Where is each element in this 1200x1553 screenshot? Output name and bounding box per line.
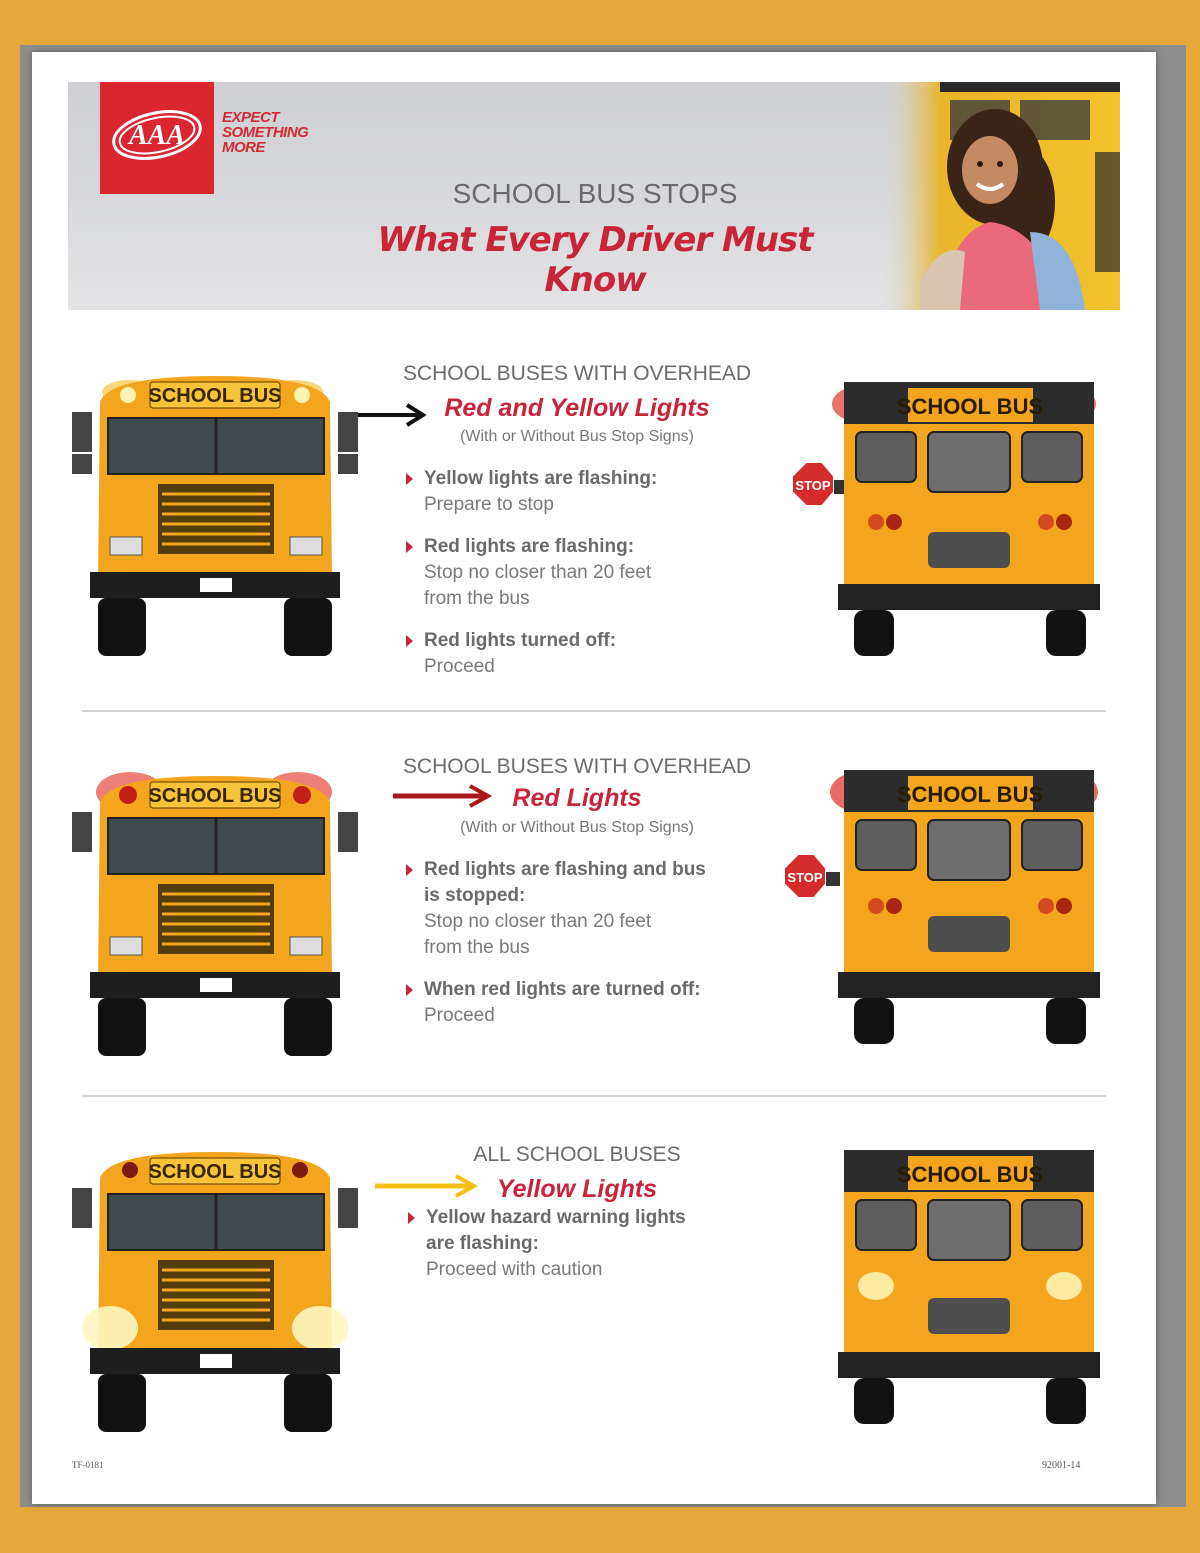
bullet-line: from the bus <box>424 588 530 609</box>
bus-label: SCHOOL BUS <box>896 782 1044 807</box>
section-divider <box>82 710 1106 712</box>
page-title: SCHOOL BUS STOPS <box>452 178 738 209</box>
section-divider <box>82 1095 1106 1097</box>
girl-with-bus-photo <box>880 82 1120 310</box>
rear-school-bus-image <box>778 1140 1108 1430</box>
aaa-logo <box>100 82 214 194</box>
tagline <box>222 110 308 155</box>
bullet-line: Prepare to stop <box>424 494 554 515</box>
tagline-line: MORE <box>222 139 265 156</box>
bullet-title: Red lights are flashing and bus <box>424 859 706 880</box>
red-arrow-icon <box>390 782 495 812</box>
section-2-subheading: Red Lights <box>512 784 642 812</box>
bus-label: SCHOOL BUS <box>148 385 282 407</box>
footer-right-code: 92001-14 <box>1042 1460 1081 1471</box>
footer-left-code: TF-0181 <box>72 1460 104 1470</box>
bullet-title: When red lights are turned off: <box>424 979 701 1000</box>
section-1-note: (With or Without Bus Stop Signs) <box>460 428 694 445</box>
bullet-line: Proceed with caution <box>426 1259 603 1280</box>
bus-label: SCHOOL BUS <box>148 785 282 807</box>
bus-label: SCHOOL BUS <box>896 394 1044 419</box>
stop-sign-text: STOP <box>787 870 823 885</box>
section-2-note: (With or Without Bus Stop Signs) <box>460 819 694 836</box>
bullet-title: is stopped: <box>424 885 526 906</box>
section-1-heading: SCHOOL BUSES WITH OVERHEAD <box>402 362 752 385</box>
bullet-title: Red lights are flashing: <box>424 536 635 557</box>
section-1-bullet <box>424 628 616 680</box>
section-2-bullet <box>424 857 706 961</box>
section-2-heading: SCHOOL BUSES WITH OVERHEAD <box>402 755 752 778</box>
front-school-bus-image <box>70 752 360 1062</box>
section-1-bullet <box>424 466 657 518</box>
bullet-title: Yellow lights are flashing: <box>424 468 658 489</box>
section-1-bullet <box>424 534 651 612</box>
bullet-title: are flashing: <box>426 1233 539 1254</box>
section-3-subheading: Yellow Lights <box>496 1175 658 1203</box>
rear-school-bus-image <box>778 372 1108 662</box>
bullet-title: Red lights turned off: <box>424 630 617 651</box>
bullet-line: from the bus <box>424 937 530 958</box>
stop-sign-text: STOP <box>795 478 831 493</box>
bullet-line: Proceed <box>424 1005 495 1026</box>
page-subtitle: What Every Driver Must Know <box>377 220 813 300</box>
bullet-line: Stop no closer than 20 feet <box>424 562 652 583</box>
bullet-line: Proceed <box>424 656 495 677</box>
front-school-bus-image <box>70 362 360 662</box>
bus-label: SCHOOL BUS <box>148 1161 282 1183</box>
bullet-line: Stop no closer than 20 feet <box>424 911 652 932</box>
section-1-subheading: Red and Yellow Lights <box>444 394 710 422</box>
section-2-bullet <box>424 977 701 1029</box>
tagline-line: EXPECT <box>222 109 280 126</box>
tagline-line: SOMETHING <box>222 124 309 141</box>
section-3-bullet <box>426 1205 686 1283</box>
bullet-title: Yellow hazard warning lights <box>426 1207 686 1228</box>
yellow-arrow-icon <box>372 1172 482 1202</box>
rear-school-bus-image <box>778 760 1108 1050</box>
logo-text: AAA <box>128 120 186 151</box>
bus-label: SCHOOL BUS <box>896 1162 1044 1187</box>
section-3-heading: ALL SCHOOL BUSES <box>473 1143 681 1166</box>
front-school-bus-image <box>70 1138 360 1438</box>
